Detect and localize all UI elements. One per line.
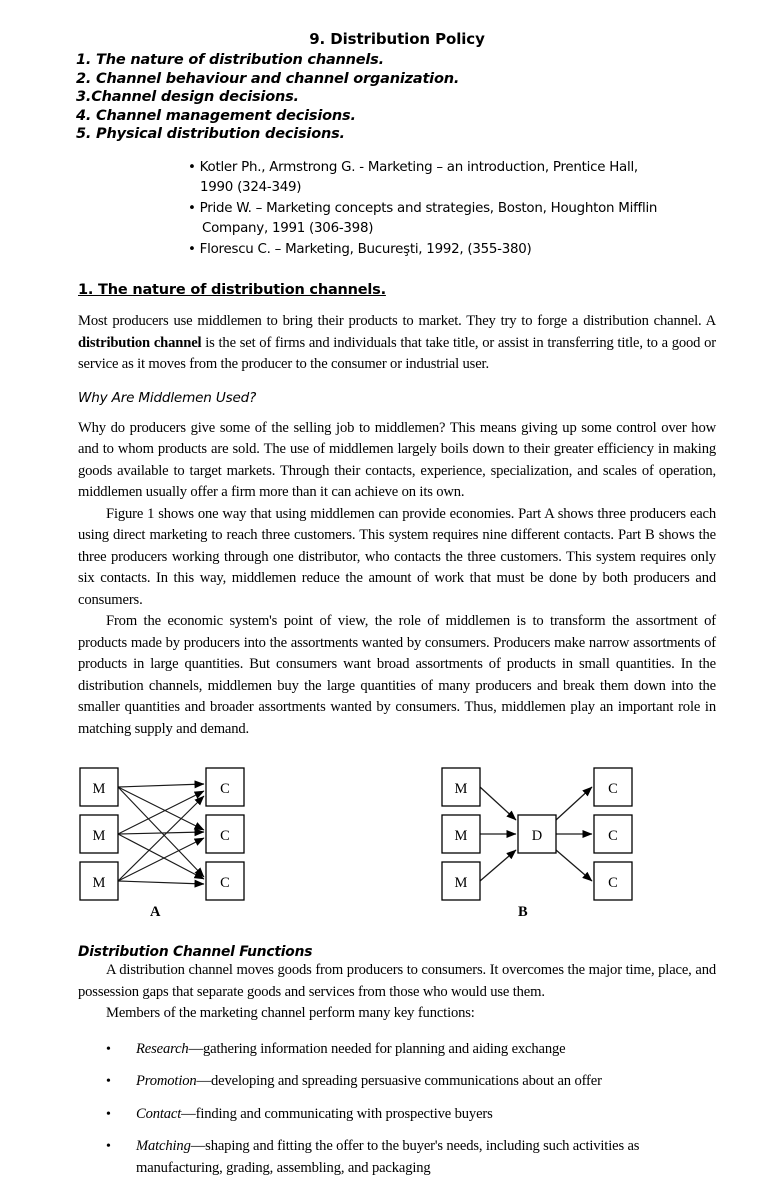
list-item [106,1039,716,1061]
customer-box-label: C [220,781,230,798]
figure-label-part-b: B [518,904,528,921]
figure-label-part-a: A [150,904,161,921]
paragraph-economic-system-view: From the economic system's point of view, the role of middlemen is to transform the assortment of products made by producers into the assortments wanted by consumers. Producers make narrow assortments of products in large quantities. But consumers want broad assortments of products in small quantities. In the distribution channels, middlemen buy the large quantities of many producers and break them down into the smaller quantities and broader assortments wanted by consumers. Thus, middlemen play an important role in matching supply and demand. [78,613,716,737]
part-b-outbound-lines [556,787,592,881]
figure-distribution-contacts [78,762,742,930]
customer-box-label: C [608,781,618,798]
paragraph-text-rest: is the set of firms and individuals that take title, or assist in transferring title, to a good or service as it moves from the producer to the consumer or industrial user. [78,334,716,373]
customer-box-label: C [220,828,230,845]
list-item [106,1104,716,1126]
part-b-inbound-lines [480,787,516,881]
part-b-customer-boxes [594,768,632,900]
paragraph-figure-one-explanation: Figure 1 shows one way that using middlemen can provide economies. Part A shows three producers each using direct marketing to reach three customers. This system requires nine different contacts. Part B shows the three producers working through one distributor, who contacts the three customers. This system requires only six contacts. In this way, middlemen reduce the amount of work that must be done by both producers and consumers. [78,505,716,608]
function-description: —gathering information needed for planning and aiding exchange [188,1040,566,1057]
function-description: —finding and communicating with prospective buyers [181,1105,493,1122]
part-b-producer-boxes [442,768,480,900]
function-term: Contact [136,1105,182,1122]
paragraph-why-middlemen: Why do producers give some of the selling job to middlemen? This means giving up some control over how and to whom products are sold. The use of middlemen largely boils down to their greater efficiency in making goods available to target markets. Through their contacts, experience, specialization, and scales of operation, middlemen usually offer a firm more than it can achieve on its own. [78,419,716,501]
chapter-outline-list [76,51,716,144]
reference-item: • Kotler Ph., Armstrong G. - Marketing – an introduction, Prentice Hall, 1990 (324-349) [188,159,638,196]
bullet-icon: • [106,1041,111,1057]
part-a-customer-boxes [206,768,244,900]
producer-box-label: M [454,875,468,892]
bullet-icon: • [106,1139,111,1155]
bold-term-distribution-channel: distribution channel [78,334,202,351]
part-a-producer-boxes [80,768,118,900]
bullet-icon: • [106,1074,111,1090]
part-a-contact-lines [118,784,204,884]
reference-item: • Florescu C. – Marketing, Bucureşti, 1992, (355-380) [188,241,532,257]
part-b-distributor-box [518,815,556,853]
producer-box-label: M [92,781,106,798]
customer-box-label: C [220,875,230,892]
customer-box-label: C [608,875,618,892]
outline-item: 4. Channel management decisions. [76,107,356,124]
outline-item: 5. Physical distribution decisions. [76,126,345,143]
paragraph-channel-moves-goods: A distribution channel moves goods from producers to consumers. It overcomes the major time, place, and possession gaps that separate goods and services from those who would use them. [78,962,716,1000]
page-title: 9. Distribution Policy [309,30,485,48]
figure-svg [78,762,742,902]
paragraph-text-lead: Most producers use middlemen to bring their products to market. They try to forge a distribution channel. A [78,313,716,330]
subheading-why-are-middlemen-used: Why Are Middlemen Used? [78,389,257,406]
producer-box-label: M [454,781,468,798]
producer-box-label: M [92,875,106,892]
channel-functions-list [78,1039,716,1179]
references-list [78,158,716,261]
bullet-icon: • [106,1106,111,1122]
function-description: —developing and spreading persuasive communications about an offer [196,1073,602,1090]
function-description: —shaping and fitting the offer to the buyer's needs, including such activities as manufacturing, grading, assembling, and packaging [136,1138,640,1176]
function-term: Promotion [136,1073,197,1090]
section-heading: 1. The nature of distribution channels. [78,282,386,299]
section-heading-wrapper [78,260,716,299]
function-term: Research [136,1040,189,1057]
list-item [106,1136,716,1179]
producer-box-label: M [92,828,106,845]
list-item [106,1071,716,1093]
part-a-group [80,768,244,900]
subheading-distribution-channel-functions: Distribution Channel Functions [78,944,313,961]
function-term: Matching [136,1138,191,1155]
producer-box-label: M [454,828,468,845]
outline-item: 3.Channel design decisions. [76,89,299,106]
outline-item: 2. Channel behaviour and channel organization. [76,70,460,87]
customer-box-label: C [608,828,618,845]
paragraph-distribution-channel-definition [78,311,716,376]
outline-item: 1. The nature of distribution channels. [76,52,384,68]
paragraph-members-key-functions: Members of the marketing channel perform many key functions: [106,1005,475,1022]
distributor-box-label: D [531,828,543,845]
reference-item: • Pride W. – Marketing concepts and strategies, Boston, Houghton Mifflin Company, 1991 (306-398) [188,200,658,237]
part-b-group [442,768,632,900]
